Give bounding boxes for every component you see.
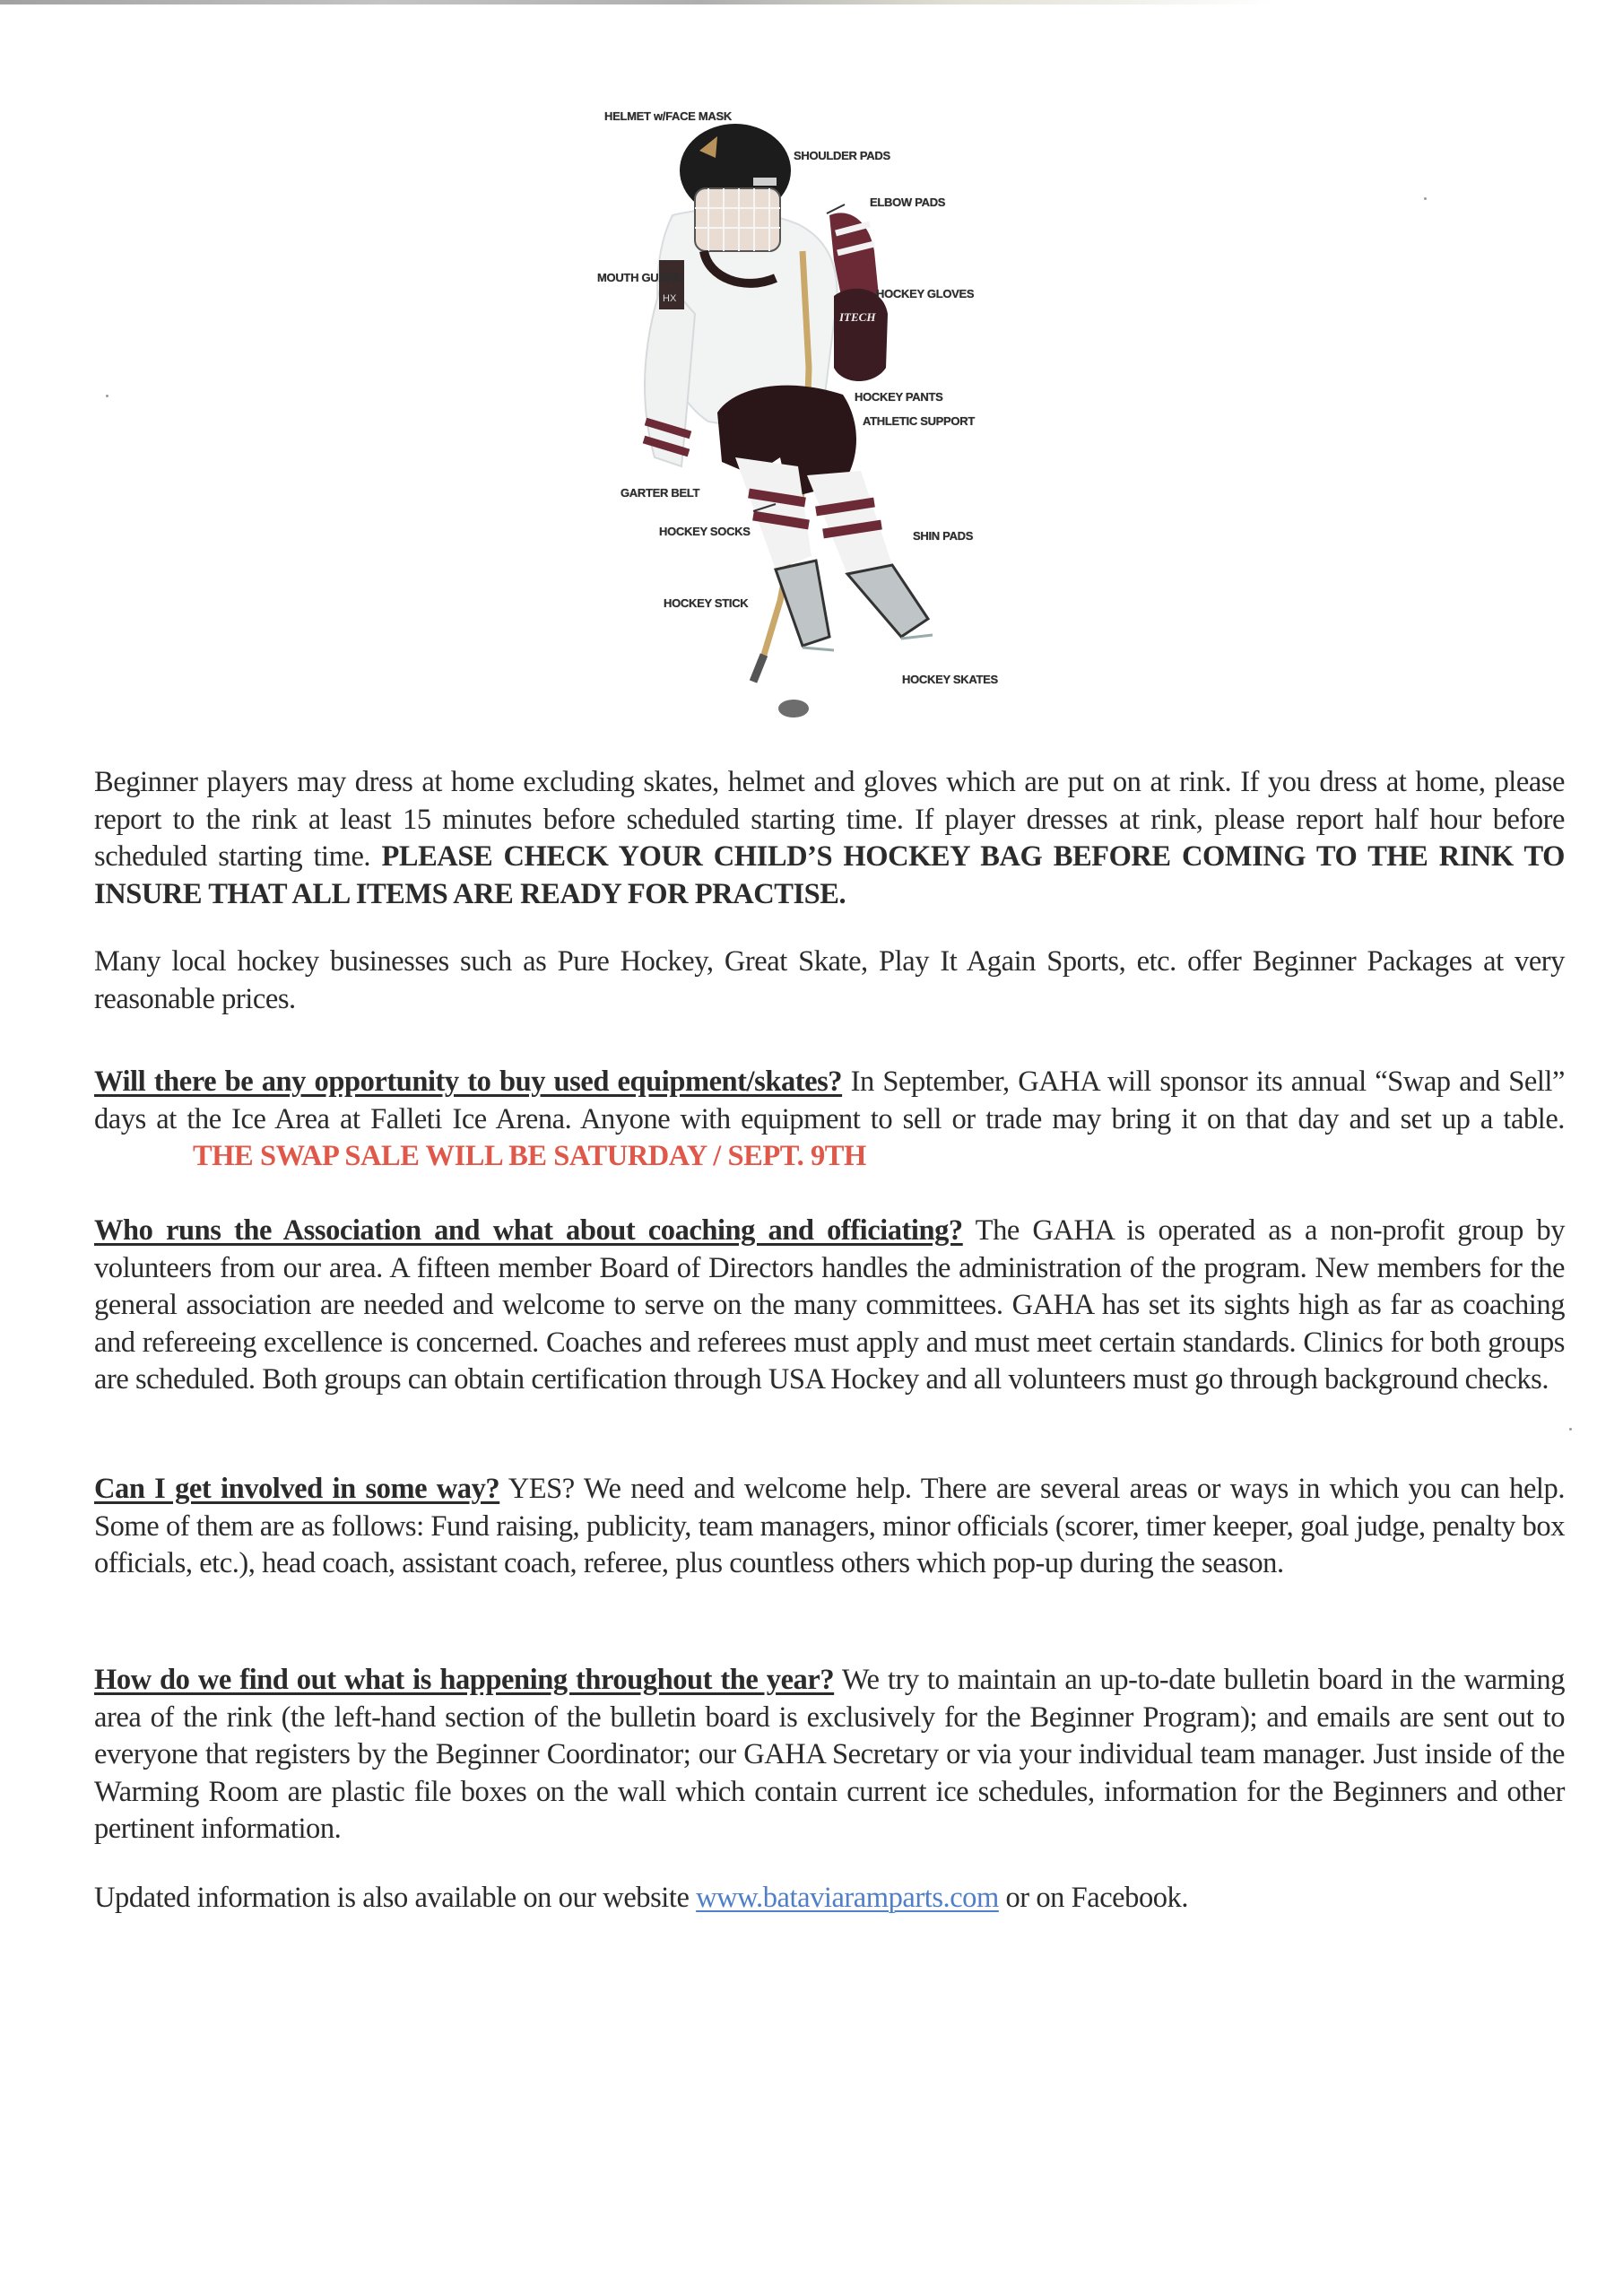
swap-sale-notice: THE SWAP SALE WILL BE SATURDAY / SEPT. 9TH xyxy=(193,1140,866,1172)
packages-text: Many local hockey businesses such as Pure Hockey, Great Skate, Play It Again Sports, etc. offer Beginner Packages at very reasonable prices. xyxy=(94,945,1565,1015)
hockey-skate-left xyxy=(776,561,829,646)
question-involvement: Can I get involved in some way? xyxy=(94,1473,500,1505)
scan-speck xyxy=(106,395,108,397)
svg-text:HX: HX xyxy=(663,293,677,304)
answer-association: The GAHA is operated as a non-profit group by volunteers from our area. A fifteen member Board of Directors handles the administration of the program. New members for the general association are needed and welcome to serve on the many committees. GAHA has set its sights high as far as coaching and refereeing excellence is concerned. Coaches and referees must apply and must meet certain standards. Clinics for both groups are scheduled. Both groups can obtain certification through USA Hockey and all volunteers must go through background checks. xyxy=(94,1214,1565,1396)
paragraph-packages xyxy=(94,944,1565,1018)
label-hockey-pants: HOCKEY PANTS xyxy=(855,390,943,404)
question-updates: How do we find out what is happening throughout the year? xyxy=(94,1664,835,1696)
hockey-equipment-figure xyxy=(574,99,1058,726)
answer-used-equipment: In September, GAHA will sponsor its annual “Swap and Sell” days at the Ice Area at Falleti Ice Arena. Anyone with equipment to sell or trade may bring it on that day and set up a table. xyxy=(94,1065,1565,1135)
paragraph-association xyxy=(94,1213,1565,1399)
answer-updates: We try to maintain an up-to-date bulletin board in the warming area of the rink (the left-hand section of the bulletin board is exclusively for the Beginner Program); and emails are sent out to everyone that registers by the Beginner Coordinator; our GAHA Secretary or via your individual team manager. Just inside of the Warming Room are plastic file boxes on the wall which contain current ice schedules, information for the Beginners and other pertinent information. xyxy=(94,1664,1565,1845)
label-hockey-stick: HOCKEY STICK xyxy=(664,596,749,610)
label-shin-pads: SHIN PADS xyxy=(913,529,974,543)
label-athletic-support: ATHLETIC SUPPORT xyxy=(863,414,975,428)
hockey-glove xyxy=(834,289,888,381)
website-prefix: Updated information is also available on our website xyxy=(94,1882,697,1914)
question-association: Who runs the Association and what about coaching and officiating? xyxy=(94,1214,963,1247)
paragraph-used-equipment xyxy=(94,1064,1565,1176)
svg-text:ITECH: ITECH xyxy=(839,310,876,324)
label-hockey-socks: HOCKEY SOCKS xyxy=(659,525,751,538)
label-mouth-guard: MOUTH GUARD xyxy=(597,271,683,284)
website-link[interactable]: www.bataviaramparts.com xyxy=(696,1882,999,1914)
scan-speck xyxy=(1569,1428,1572,1431)
label-helmet: HELMET w/FACE MASK xyxy=(604,109,732,123)
paragraph-updates xyxy=(94,1662,1565,1848)
question-used-equipment: Will there be any opportunity to buy used equipment/skates? xyxy=(94,1065,843,1098)
hockey-player-illustration xyxy=(574,99,1058,726)
label-hockey-gloves: HOCKEY GLOVES xyxy=(876,287,975,300)
answer-involvement: YES? We need and welcome help. There are several areas or ways in which you can help. Some of them are as follows: Fund raising, publicity, team managers, minor officials (scorer, timer keeper, goal judge, penalty box officials, etc.), head coach, assistant coach, referee, plus countless others which pop-up during the season. xyxy=(94,1473,1565,1579)
hockey-puck xyxy=(778,700,809,718)
paragraph-website xyxy=(94,1880,1565,1918)
bag-check-warning: PLEASE CHECK YOUR CHILD’S HOCKEY BAG BEFORE COMING TO THE RINK TO INSURE THAT ALL ITEMS ARE READY FOR PRACTISE. xyxy=(94,840,1565,910)
label-shoulder-pads: SHOULDER PADS xyxy=(794,149,890,162)
label-garter-belt: GARTER BELT xyxy=(621,486,700,500)
hockey-skate-right xyxy=(847,565,928,637)
scan-speck xyxy=(1424,197,1427,200)
scan-edge xyxy=(0,0,1273,4)
label-elbow-pads: ELBOW PADS xyxy=(870,196,946,209)
paragraph-involvement xyxy=(94,1471,1565,1583)
dressing-text: Beginner players may dress at home excluding skates, helmet and gloves which are put on at rink. If you dress at home, please report to the rink at least 15 minutes before scheduled starting time. If player dresses at rink, please report half hour before scheduled starting time. xyxy=(94,766,1565,873)
paragraph-dressing xyxy=(94,764,1565,913)
label-hockey-skates: HOCKEY SKATES xyxy=(902,673,998,686)
website-suffix: or on Facebook. xyxy=(998,1882,1189,1914)
